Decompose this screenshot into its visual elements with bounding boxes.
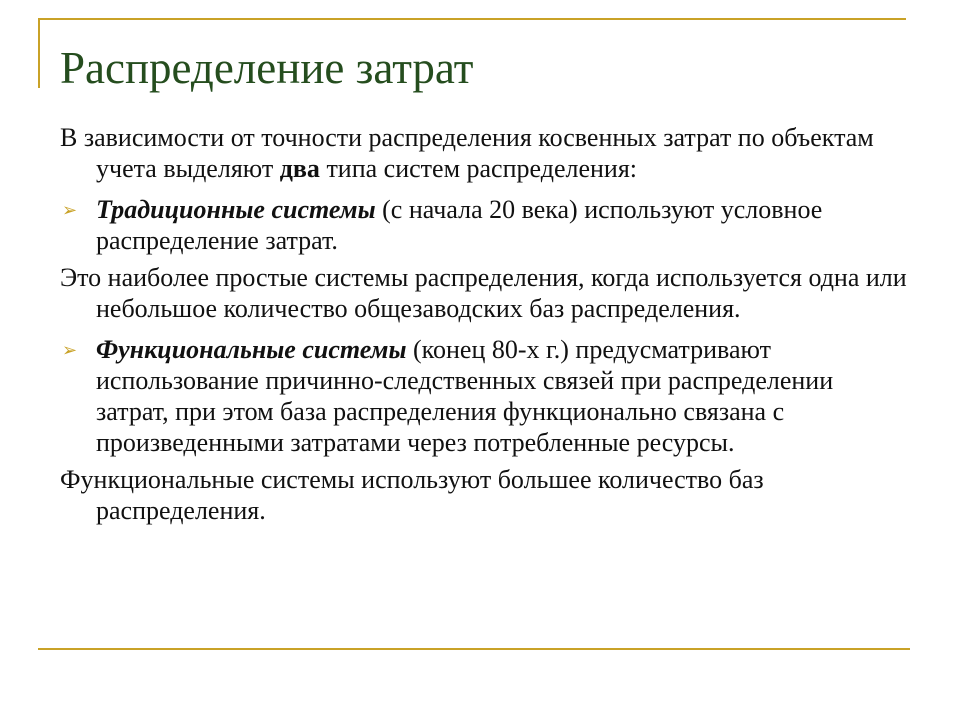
note-functional: Функциональные системы используют большее количество баз распределения. (60, 465, 764, 525)
arrowhead-bullet-icon: ➢ (62, 200, 78, 221)
frame-top-rule (38, 18, 906, 20)
note-traditional: Это наиболее простые системы распределения, когда используется одна или небольшое количество общезаводских баз распределения. (60, 263, 907, 323)
intro-text-before: В зависимости от точности распределения косвенных затрат по объектам учета выделяют (60, 123, 874, 183)
bullet-text-functional: (конец 80-х г.) предусматривают использование причинно-следственных связей при распределении затрат, при этом база распределения функционально связана с произведенными затратами через потребленные ресурсы. (96, 335, 834, 457)
bullet-traditional-systems (60, 194, 910, 256)
arrowhead-bullet-icon: ➢ (62, 340, 78, 361)
bullet-term-functional: Функциональные системы (96, 335, 407, 364)
bullet-functional-systems (60, 334, 910, 458)
bullet-text-traditional: (с начала 20 века) используют условное распределение затрат. (96, 195, 823, 255)
frame-left-rule (38, 18, 40, 88)
intro-text-after: типа систем распределения: (319, 154, 638, 183)
slide-body (60, 122, 910, 532)
intro-bold-word: два (279, 154, 320, 183)
intro-paragraph (60, 122, 910, 184)
slide-title: Распределение затрат (60, 43, 474, 93)
frame-bottom-rule (38, 648, 910, 650)
bullet-term-traditional: Традиционные системы (96, 195, 376, 224)
